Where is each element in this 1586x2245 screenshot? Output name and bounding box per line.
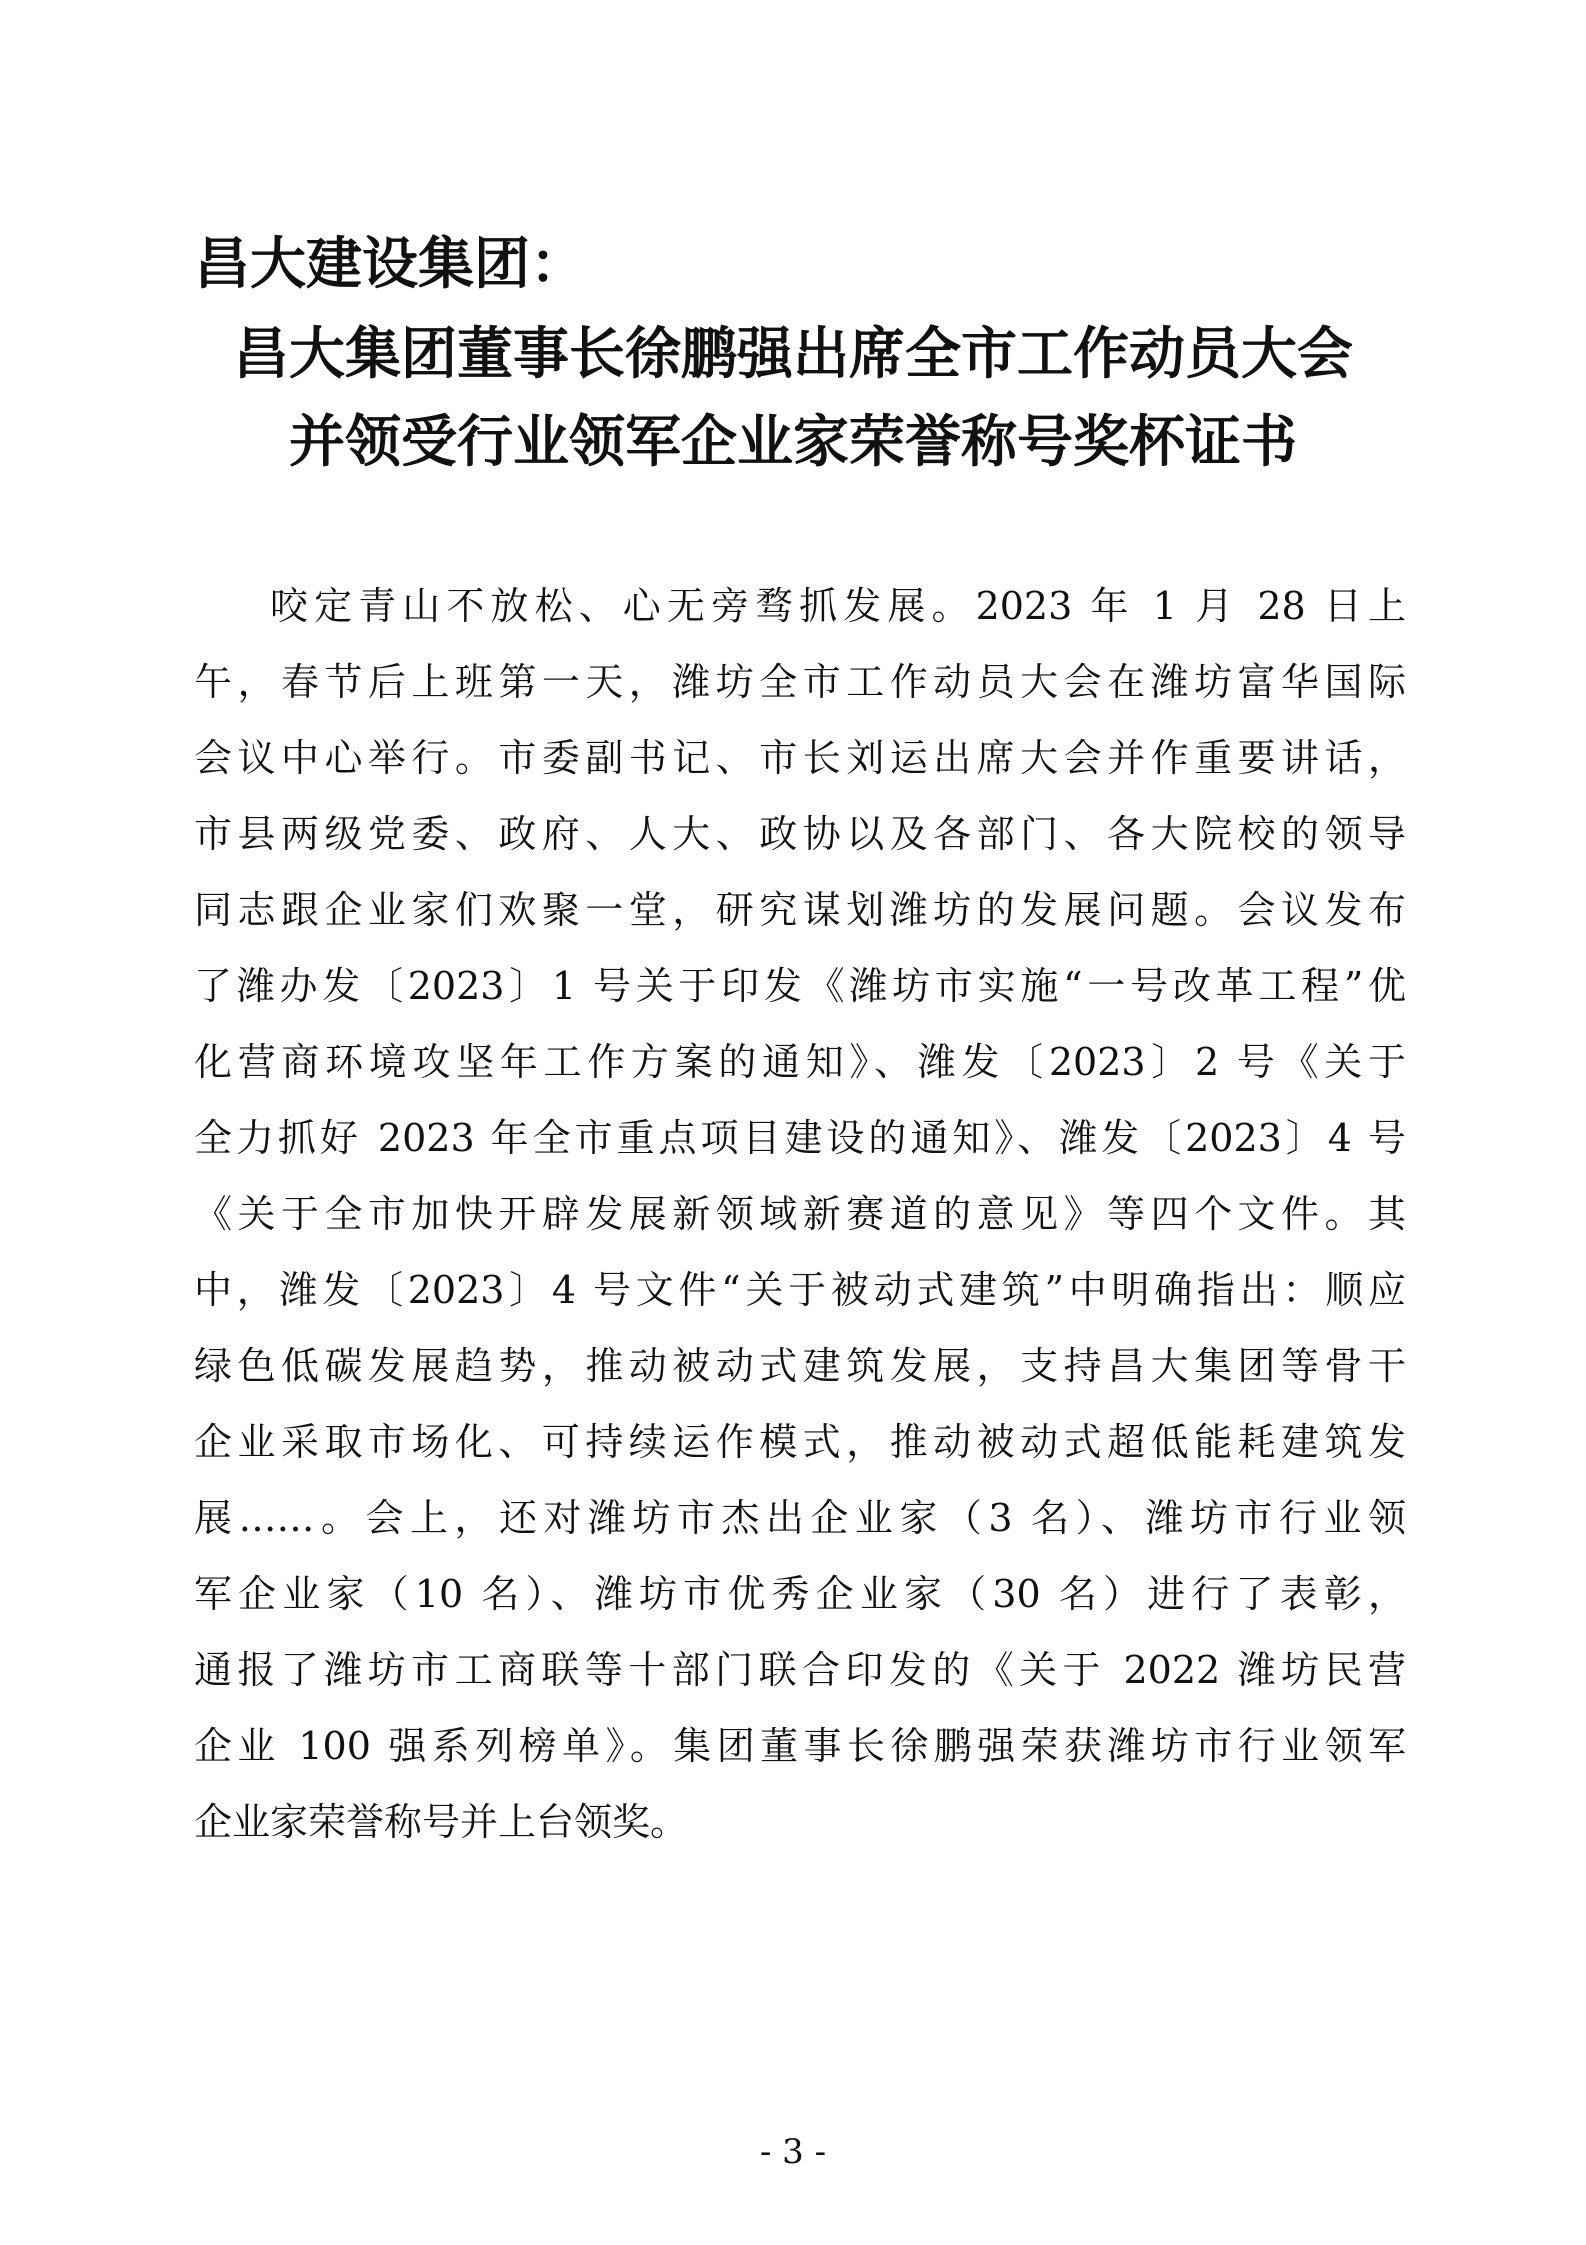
body-line: 全力抓好 2023 年全市重点项目建设的通知》、潍发〔2023〕4 号 xyxy=(194,1116,1406,1160)
body-line: 通报了潍坊市工商联等十部门联合印发的《关于 2022 潍坊民营 xyxy=(194,1648,1406,1692)
body-line: 军企业家（10 名）、潍坊市优秀企业家（30 名）进行了表彰， xyxy=(194,1572,1406,1616)
body-line: 绿色低碳发展趋势，推动被动式建筑发展，支持昌大集团等骨干 xyxy=(194,1344,1406,1388)
body-line: 了潍办发〔2023〕1 号关于印发《潍坊市实施“一号改革工程”优 xyxy=(194,964,1406,1008)
document-title-line-2: 并领受行业领军企业家荣誉称号奖杯证书 xyxy=(289,409,1297,475)
body-line: 市县两级党委、政府、人大、政协以及各部门、各大院校的领导 xyxy=(194,812,1406,856)
page-number: - 3 - xyxy=(759,2132,827,2172)
body-paragraph xyxy=(194,568,1406,1860)
body-line: 咬定青山不放松、心无旁骛抓发展。2023 年 1 月 28 日上 xyxy=(270,584,1406,628)
body-line: 化营商环境攻坚年工作方案的通知》、潍发〔2023〕2 号《关于 xyxy=(194,1040,1406,1084)
body-line: 会议中心举行。市委副书记、市长刘运出席大会并作重要讲话， xyxy=(194,736,1406,780)
body-line: 午，春节后上班第一天，潍坊全市工作动员大会在潍坊富华国际 xyxy=(194,660,1406,704)
body-line: 同志跟企业家们欢聚一堂，研究谋划潍坊的发展问题。会议发布 xyxy=(194,888,1406,932)
body-line: 企业家荣誉称号并上台领奖。 xyxy=(194,1800,689,1844)
organization-heading: 昌大建设集团： xyxy=(194,231,586,297)
body-line: 展……。会上，还对潍坊市杰出企业家（3 名）、潍坊市行业领 xyxy=(194,1496,1406,1540)
body-line: 企业采取市场化、可持续运作模式，推动被动式超低能耗建筑发 xyxy=(194,1420,1406,1464)
body-line: 中，潍发〔2023〕4 号文件“关于被动式建筑”中明确指出：顺应 xyxy=(194,1268,1406,1312)
document-title-line-1: 昌大集团董事长徐鹏强出席全市工作动员大会 xyxy=(233,321,1353,387)
body-line: 《关于全市加快开辟发展新领域新赛道的意见》等四个文件。其 xyxy=(194,1192,1406,1236)
body-line: 企业 100 强系列榜单》。集团董事长徐鹏强荣获潍坊市行业领军 xyxy=(194,1724,1406,1768)
